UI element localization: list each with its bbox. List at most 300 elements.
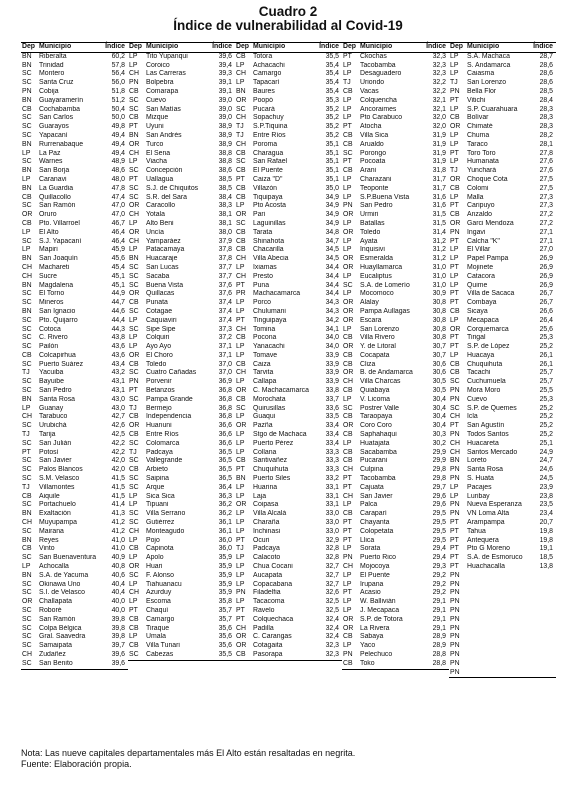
cell-idx: 36,5 xyxy=(218,457,232,465)
cell-mun: Pazña xyxy=(253,422,273,430)
table-row xyxy=(128,475,235,484)
cell-dep: LP xyxy=(343,61,352,69)
cell-idx: 41,0 xyxy=(111,536,125,544)
cell-idx: 46,4 xyxy=(111,237,125,245)
cell-mun: Cobija xyxy=(39,87,59,95)
cell-idx: 39,8 xyxy=(111,624,125,632)
cell-dep: LP xyxy=(343,105,352,113)
cell-idx: 49,8 xyxy=(111,123,125,131)
cell-mun: Colomi xyxy=(467,184,489,192)
cell-dep: SC xyxy=(22,131,32,139)
cell-mun: Vallegrande xyxy=(146,457,183,465)
cell-mun: El Sena xyxy=(146,149,171,157)
cell-idx: 38,1 xyxy=(218,211,232,219)
table-row xyxy=(235,633,342,642)
cell-mun: Choque Cota xyxy=(467,175,508,183)
cell-mun: Toledo xyxy=(146,360,167,368)
cell-mun: Colquencha xyxy=(360,96,397,104)
table-row xyxy=(21,598,128,607)
cell-dep: LP xyxy=(450,52,459,60)
cell-mun: San Javier xyxy=(39,457,72,465)
cell-mun: Cuchumuela xyxy=(467,378,506,386)
cell-idx: 30,5 xyxy=(432,387,446,395)
cell-mun: Quime xyxy=(467,281,488,289)
table-row xyxy=(342,563,449,572)
cell-idx: 28,4 xyxy=(539,96,553,104)
cell-idx: 49,4 xyxy=(111,131,125,139)
table-row xyxy=(342,422,449,431)
cell-idx: 25,6 xyxy=(539,325,553,333)
cell-mun: Tarvita xyxy=(253,369,274,377)
cell-dep: LP xyxy=(343,598,352,606)
cell-dep: BN xyxy=(22,140,32,148)
cell-idx: 31,2 xyxy=(432,246,446,254)
cell-idx: 44,3 xyxy=(111,325,125,333)
table-row xyxy=(21,290,128,299)
table-row xyxy=(235,501,342,510)
cell-mun: Caiza xyxy=(253,360,271,368)
cell-dep: CH xyxy=(129,237,139,245)
cell-dep: OR xyxy=(129,290,140,298)
cell-dep: CB xyxy=(343,510,353,518)
cell-idx: 23,8 xyxy=(539,492,553,500)
table-row xyxy=(235,422,342,431)
cell-idx: 33,9 xyxy=(325,378,339,386)
cell-mun: S. Andamarca xyxy=(467,61,511,69)
table-row xyxy=(449,334,556,343)
cell-idx: 29,8 xyxy=(432,466,446,474)
cell-mun xyxy=(467,589,531,598)
cell-dep: LP xyxy=(343,114,352,122)
cell-idx: 35,2 xyxy=(325,123,339,131)
cell-idx: 32,7 xyxy=(325,571,339,579)
cell-mun: Yacuiba xyxy=(39,369,64,377)
cell-mun: Poroma xyxy=(253,140,278,148)
cell-dep: OR xyxy=(343,263,354,271)
cell-idx: 38,5 xyxy=(218,184,232,192)
cell-mun: San Lucas xyxy=(146,263,179,271)
cell-idx: 30,6 xyxy=(432,369,446,377)
cell-mun: Inchinasi xyxy=(253,527,281,535)
cell-idx: 32,3 xyxy=(325,642,339,650)
table-row xyxy=(342,299,449,308)
cell-dep: CB xyxy=(129,360,139,368)
table-row xyxy=(449,598,556,607)
cell-dep: LP xyxy=(22,175,31,183)
cell-dep: SC xyxy=(22,334,32,342)
cell-mun: Tahua xyxy=(467,527,486,535)
cell-mun: Chacarilla xyxy=(253,246,284,254)
table-row xyxy=(342,413,449,422)
cell-idx: 32,4 xyxy=(325,615,339,623)
cell-mun xyxy=(467,660,531,669)
table-row xyxy=(128,317,235,326)
cell-idx: 30,5 xyxy=(432,378,446,386)
cell-mun: Huari xyxy=(146,563,163,571)
cell-idx: 34,1 xyxy=(325,325,339,333)
cell-dep: LP xyxy=(129,580,138,588)
cell-idx: 31,5 xyxy=(432,211,446,219)
cell-idx: 33,1 xyxy=(325,492,339,500)
cell-dep: LP xyxy=(450,281,459,289)
table-row xyxy=(21,246,128,255)
cell-dep: OR xyxy=(22,598,33,606)
cell-dep: LP xyxy=(450,492,459,500)
cell-idx: 35,5 xyxy=(325,52,339,60)
cell-mun: Tomave xyxy=(253,351,278,359)
table-row xyxy=(21,369,128,378)
cell-idx: 35,5 xyxy=(218,650,232,658)
cell-mun: Quirusillas xyxy=(253,404,286,412)
table-row xyxy=(21,475,128,484)
cell-dep: SC xyxy=(22,237,32,245)
table-row xyxy=(449,607,556,616)
cell-dep: OR xyxy=(450,325,461,333)
table-row xyxy=(342,378,449,387)
cell-dep: CB xyxy=(22,193,32,201)
table-row xyxy=(342,598,449,607)
cell-idx: 34,5 xyxy=(325,246,339,254)
cell-dep: OR xyxy=(343,343,354,351)
table-row xyxy=(449,282,556,291)
table-row xyxy=(128,211,235,220)
table-row xyxy=(235,431,342,440)
cell-dep: CH xyxy=(343,492,353,500)
table-row xyxy=(128,290,235,299)
cell-dep: LP xyxy=(236,492,245,500)
cell-dep: SC xyxy=(236,158,246,166)
table-row xyxy=(449,273,556,282)
header-dep: Dep xyxy=(236,43,250,50)
table-row xyxy=(235,598,342,607)
cell-idx: 34,8 xyxy=(325,228,339,236)
cell-dep: PN xyxy=(129,378,139,386)
cell-idx: 34,9 xyxy=(325,193,339,201)
cell-mun: S. Huata xyxy=(467,475,494,483)
cell-idx: 47,0 xyxy=(111,202,125,210)
cell-idx: 35,7 xyxy=(218,615,232,623)
table-row xyxy=(449,669,556,679)
table-row xyxy=(235,378,342,387)
cell-dep: LP xyxy=(236,510,245,518)
cell-mun: Pampa Aullagas xyxy=(360,307,410,315)
cell-mun: Villa Serrano xyxy=(146,510,186,518)
cell-idx: 26,9 xyxy=(539,263,553,271)
cell-dep: CH xyxy=(343,466,353,474)
cell-dep: CB xyxy=(129,87,139,95)
cell-dep: LP xyxy=(236,519,245,527)
cell-idx: 38,8 xyxy=(218,158,232,166)
cell-idx: 42,0 xyxy=(111,466,125,474)
cell-dep: SC xyxy=(22,316,32,324)
cell-dep: OR xyxy=(236,501,247,509)
cell-dep: SC xyxy=(129,395,139,403)
cell-dep: PN xyxy=(450,589,460,597)
table-row xyxy=(21,651,128,660)
cell-mun: Zudañez xyxy=(39,650,66,658)
cell-dep: LP xyxy=(236,554,245,562)
cell-idx: 27,1 xyxy=(539,237,553,245)
table-row xyxy=(128,185,235,194)
cell-mun: Tacacoma xyxy=(253,598,285,606)
cell-dep: SC xyxy=(129,650,139,658)
cell-mun: Cotoca xyxy=(39,325,61,333)
cell-dep: PT xyxy=(450,290,459,298)
cell-dep: TJ xyxy=(129,404,137,412)
cell-mun: Malla xyxy=(467,193,484,201)
cell-idx: 32,5 xyxy=(325,598,339,606)
cell-dep: SC xyxy=(22,607,32,614)
cell-idx: 27,5 xyxy=(539,184,553,192)
cell-idx: 29,9 xyxy=(432,457,446,465)
table-row xyxy=(21,167,128,176)
cell-idx: 38,1 xyxy=(218,219,232,227)
cell-mun: Chua Cocani xyxy=(253,563,293,571)
cell-mun: Huacaraje xyxy=(146,255,178,263)
cell-mun: El Puente xyxy=(360,571,390,579)
cell-mun: Samaipata xyxy=(39,642,72,650)
cell-dep: PT xyxy=(450,334,459,342)
cell-idx: 36,6 xyxy=(218,431,232,439)
cell-mun: Camargo xyxy=(253,70,282,78)
cell-idx: 32,3 xyxy=(432,52,446,60)
cell-dep: CB xyxy=(236,228,246,236)
cell-idx: 47,8 xyxy=(111,184,125,192)
table-row xyxy=(235,616,342,625)
cell-mun: Sipe Sipe xyxy=(146,325,176,333)
table-row xyxy=(449,176,556,185)
cell-dep: CB xyxy=(22,351,32,359)
cell-dep: PN xyxy=(129,79,139,87)
cell-mun: Postrer Valle xyxy=(360,404,399,412)
cell-idx: 31,4 xyxy=(432,228,446,236)
table-row xyxy=(128,264,235,273)
cell-mun: Guaqui xyxy=(253,413,276,421)
cell-idx: 40,0 xyxy=(111,598,125,606)
table-row xyxy=(342,440,449,449)
cell-dep: OR xyxy=(236,633,247,641)
cell-mun: Guanay xyxy=(39,404,64,412)
cell-mun: Montero xyxy=(39,70,65,78)
cell-idx: 31,0 xyxy=(432,281,446,289)
cell-idx: 37,7 xyxy=(218,263,232,271)
cell-idx: 33,0 xyxy=(325,527,339,535)
cell-idx: 32,0 xyxy=(432,114,446,122)
cell-dep: LP xyxy=(236,378,245,386)
table-row xyxy=(128,563,235,572)
cell-dep: SC xyxy=(22,615,32,623)
table-row xyxy=(128,334,235,343)
table-row xyxy=(342,537,449,546)
cell-idx: 35,1 xyxy=(325,175,339,183)
table-row xyxy=(21,343,128,352)
cell-dep: CB xyxy=(450,360,460,368)
cell-mun: Poopó xyxy=(253,96,273,104)
table-row xyxy=(235,607,342,616)
cell-dep: CB xyxy=(343,360,353,368)
table-row xyxy=(128,326,235,335)
cell-dep: LP xyxy=(129,598,138,606)
table-row xyxy=(21,88,128,97)
cell-dep: CH xyxy=(129,211,139,219)
cell-dep: PT xyxy=(236,281,245,289)
table-row xyxy=(21,132,128,141)
cell-idx: 47,0 xyxy=(111,211,125,219)
cell-idx: 29,5 xyxy=(432,536,446,544)
table-row xyxy=(342,528,449,537)
cell-mun: Chayanta xyxy=(360,519,390,527)
header-mun: Municipio xyxy=(39,43,72,50)
cell-dep: LP xyxy=(343,193,352,201)
cell-mun: Porongo xyxy=(360,149,387,157)
cell-dep: PN xyxy=(450,615,460,623)
cell-mun: Stgo de Machaca xyxy=(253,431,307,439)
table-row xyxy=(342,545,449,554)
table-row xyxy=(342,589,449,598)
table-row xyxy=(21,70,128,79)
cell-dep: SC xyxy=(129,519,139,527)
cell-dep: LP xyxy=(22,149,31,157)
table-row xyxy=(128,361,235,370)
cell-dep: PN xyxy=(343,650,353,658)
table-row xyxy=(342,88,449,97)
cell-mun: W. Ballivián xyxy=(360,598,396,606)
table-row xyxy=(449,625,556,634)
table-row xyxy=(342,475,449,484)
table-header xyxy=(342,42,449,53)
cell-dep: CH xyxy=(22,263,32,271)
cell-dep: LP xyxy=(236,439,245,447)
cell-mun: Villa Rivero xyxy=(360,334,395,342)
table-row xyxy=(21,176,128,185)
cell-dep: LP xyxy=(343,272,352,280)
cell-mun: Mineros xyxy=(39,299,64,307)
cell-mun: Roboré xyxy=(39,607,62,614)
cell-mun: Callapa xyxy=(253,378,277,386)
cell-mun: Villazón xyxy=(253,184,278,192)
table-row xyxy=(128,79,235,88)
cell-dep: SC xyxy=(129,263,139,271)
cell-mun: Gutiérrez xyxy=(146,519,175,527)
cell-mun: Ayata xyxy=(360,237,378,245)
table-row xyxy=(21,352,128,361)
table-row xyxy=(21,361,128,370)
cell-idx: 49,4 xyxy=(111,149,125,157)
cell-mun: Magdalena xyxy=(39,281,74,289)
table-row xyxy=(449,352,556,361)
cell-dep: SC xyxy=(129,325,139,333)
cell-idx: 29,1 xyxy=(432,607,446,614)
table-row xyxy=(128,70,235,79)
cell-dep: CH xyxy=(236,624,246,632)
cell-idx: 25,7 xyxy=(539,369,553,377)
cell-dep: LP xyxy=(129,633,138,641)
cell-dep: SC xyxy=(343,281,353,289)
table-row xyxy=(235,449,342,458)
header-dep: Dep xyxy=(343,43,357,50)
table-row xyxy=(128,642,235,651)
header-idx: Índice xyxy=(212,43,232,50)
cell-dep: SC xyxy=(343,149,353,157)
header-dep: Dep xyxy=(450,43,464,50)
cell-dep: SC xyxy=(22,114,32,122)
cell-mun: C. Rivero xyxy=(39,334,68,342)
table-row xyxy=(128,449,235,458)
cell-dep: CH xyxy=(129,589,139,597)
cell-idx: 31,8 xyxy=(432,167,446,175)
cell-mun: Baures xyxy=(253,87,275,95)
cell-mun: Apolo xyxy=(146,554,164,562)
table-row xyxy=(21,405,128,414)
cell-mun: C. Carangas xyxy=(253,633,292,641)
cell-mun: Camargo xyxy=(146,615,175,623)
cell-idx: 51,8 xyxy=(111,87,125,95)
cell-idx: 31,0 xyxy=(432,263,446,271)
cell-idx: 41,4 xyxy=(111,501,125,509)
cell-dep: LP xyxy=(236,299,245,307)
cell-idx: 25,3 xyxy=(539,395,553,403)
cell-idx: 42,7 xyxy=(111,413,125,421)
cell-idx: 39,6 xyxy=(218,52,232,60)
cell-idx: 31,7 xyxy=(432,175,446,183)
cell-dep: SC xyxy=(22,466,32,474)
cell-dep: CB xyxy=(22,545,32,553)
header-dep: Dep xyxy=(22,43,36,50)
cell-idx: 29,1 xyxy=(432,598,446,606)
cell-mun: Puna xyxy=(253,281,270,289)
cell-dep: LP xyxy=(450,131,459,139)
cell-idx: 40,8 xyxy=(111,563,125,571)
cell-dep: OR xyxy=(450,123,461,131)
cell-dep: CH xyxy=(450,439,460,447)
cell-dep: LP xyxy=(236,413,245,421)
cell-dep: OR xyxy=(343,422,354,430)
cell-idx: 29,9 xyxy=(432,448,446,456)
cell-mun: S.I. de Velasco xyxy=(39,589,85,597)
cell-mun: Toko xyxy=(360,659,375,667)
table-row xyxy=(342,150,449,159)
cell-dep: SC xyxy=(22,290,32,298)
cell-mun: Villa Alcalá xyxy=(253,510,287,518)
table-row xyxy=(449,484,556,493)
table-row xyxy=(449,413,556,422)
cell-idx: 42,5 xyxy=(111,431,125,439)
table-row xyxy=(235,97,342,106)
cell-dep: LP xyxy=(450,246,459,254)
header-mun: Municipio xyxy=(146,43,179,50)
cell-idx: 41,2 xyxy=(111,519,125,527)
cell-idx: 40,6 xyxy=(111,571,125,579)
cell-mun: San Carlos xyxy=(39,114,74,122)
cell-mun: S.R. del Sara xyxy=(146,193,187,201)
table-row xyxy=(21,317,128,326)
table-row xyxy=(342,264,449,273)
cell-dep: CB xyxy=(236,334,246,342)
cell-idx: 26,6 xyxy=(539,307,553,315)
cell-idx: 29,2 xyxy=(432,589,446,597)
cell-dep: TJ xyxy=(129,448,137,456)
table-note: Nota: Las nueve capitales departamentales más El Alto están resaltadas en negrita. xyxy=(21,748,356,758)
table-row xyxy=(128,519,235,528)
cell-mun: Charagua xyxy=(253,149,284,157)
cell-idx: 36,8 xyxy=(218,404,232,412)
table-row xyxy=(235,167,342,176)
cell-dep: PT xyxy=(236,607,245,614)
cell-dep: PN xyxy=(343,202,353,210)
cell-mun: Machacamarca xyxy=(253,290,301,298)
cell-idx: 35,9 xyxy=(218,589,232,597)
table-column-block xyxy=(342,42,449,746)
